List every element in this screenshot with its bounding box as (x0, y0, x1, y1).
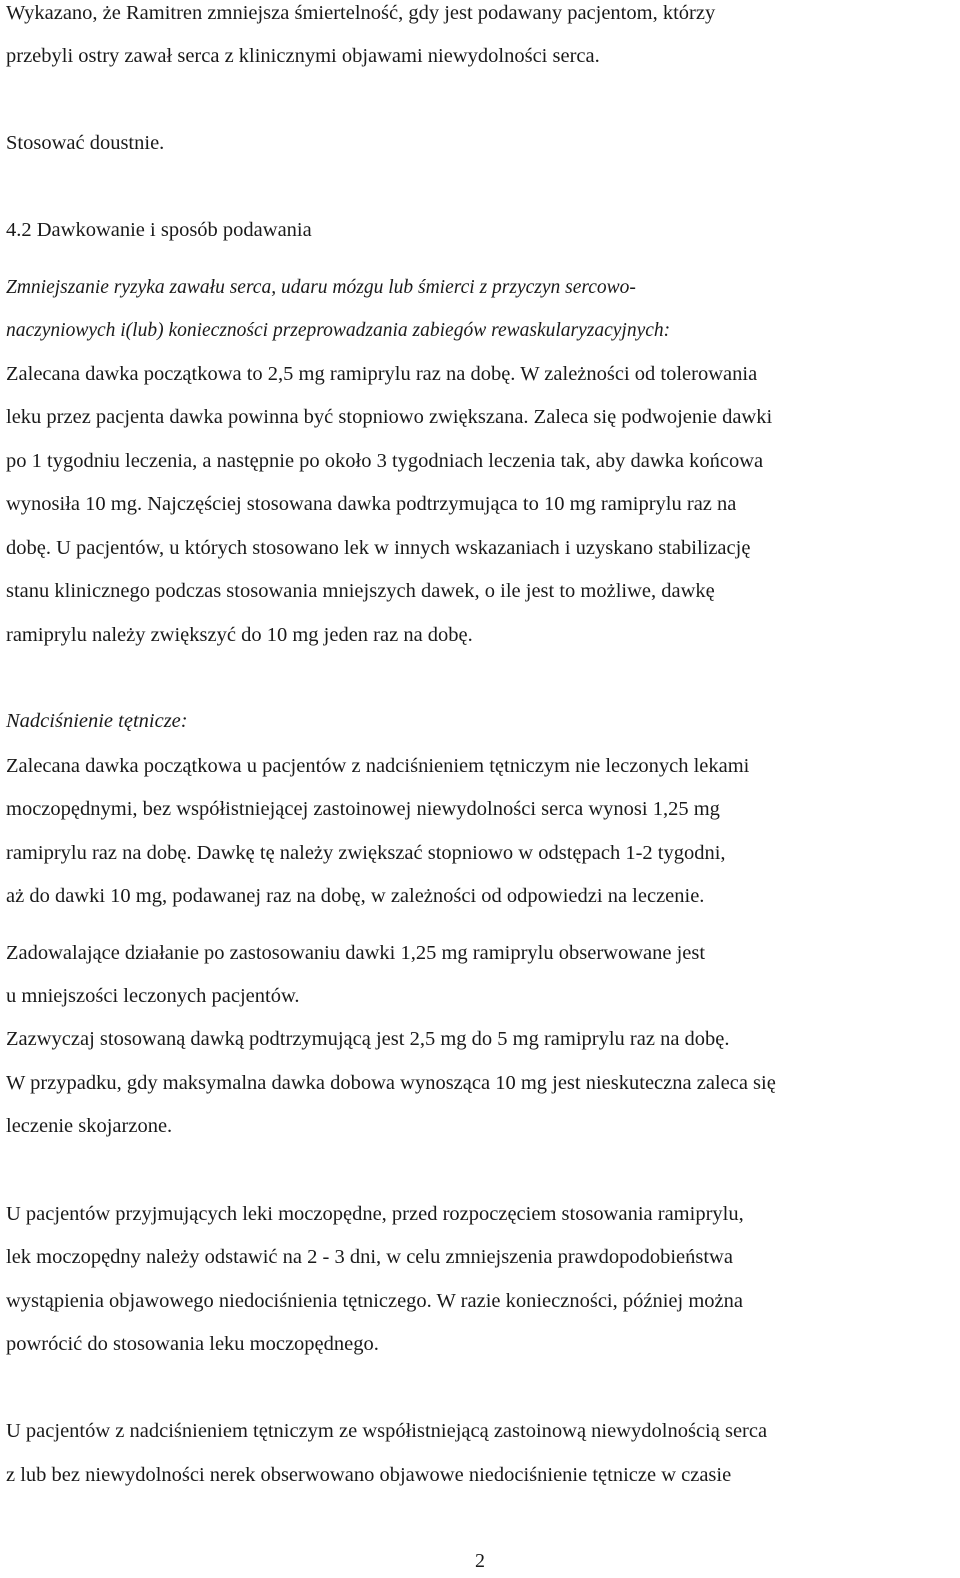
section-heading: 4.2 Dawkowanie i sposób podawania (6, 219, 312, 241)
text-line: stanu klinicznego podczas stosowania mniejszych dawek, o ile jest to możliwe, dawkę (6, 580, 715, 602)
text-line: Wykazano, że Ramitren zmniejsza śmiertelność, gdy jest podawany pacjentom, którzy (6, 2, 716, 24)
text-line: ramiprylu należy zwiększyć do 10 mg jeden raz na dobę. (6, 624, 473, 646)
text-line: leku przez pacjenta dawka powinna być stopniowo zwiększana. Zaleca się podwojenie dawki (6, 406, 773, 428)
text-line: ramiprylu raz na dobę. Dawkę tę należy zwiększać stopniowo w odstępach 1-2 tygodni, (6, 842, 726, 864)
text-line: U pacjentów przyjmujących leki moczopędne, przed rozpoczęciem stosowania ramiprylu, (6, 1203, 744, 1225)
text-line: powrócić do stosowania leku moczopędnego. (6, 1333, 379, 1355)
italic-subheading: naczyniowych i(lub) konieczności przeprowadzania zabiegów rewaskularyzacyjnych: (6, 320, 671, 341)
italic-subheading: Zmniejszanie ryzyka zawału serca, udaru mózgu lub śmierci z przyczyn sercowo- (6, 277, 636, 298)
text-line: wynosiła 10 mg. Najczęściej stosowana dawka podtrzymująca to 10 mg ramiprylu raz na (6, 493, 737, 515)
text-line: Stosować doustnie. (6, 132, 165, 154)
text-line: z lub bez niewydolności nerek obserwowano objawowe niedociśnienie tętnicze w czasie (6, 1464, 732, 1486)
text-line: wystąpienia objawowego niedociśnienia tętniczego. W razie konieczności, później można (6, 1290, 743, 1312)
text-line: Zadowalające działanie po zastosowaniu dawki 1,25 mg ramiprylu obserwowane jest (6, 942, 706, 964)
text-line: leczenie skojarzone. (6, 1115, 173, 1137)
text-line: po 1 tygodniu leczenia, a następnie po około 3 tygodniach leczenia tak, aby dawka końcowa (6, 450, 764, 472)
text-line: przebyli ostry zawał serca z klinicznymi objawami niewydolności serca. (6, 45, 600, 67)
italic-subheading: Nadciśnienie tętnicze: (6, 710, 188, 732)
text-line: Zalecana dawka początkowa to 2,5 mg ramiprylu raz na dobę. W zależności od tolerowania (6, 363, 758, 385)
text-line: U pacjentów z nadciśnieniem tętniczym ze współistniejącą zastoinową niewydolnością serca (6, 1420, 768, 1442)
text-line: lek moczopędny należy odstawić na 2 - 3 dni, w celu zmniejszenia prawdopodobieństwa (6, 1246, 733, 1268)
page-number: 2 (475, 1550, 485, 1572)
text-line: dobę. U pacjentów, u których stosowano lek w innych wskazaniach i uzyskano stabilizację (6, 537, 751, 559)
text-line: moczopędnymi, bez współistniejącej zastoinowej niewydolności serca wynosi 1,25 mg (6, 798, 720, 820)
text-line: aż do dawki 10 mg, podawanej raz na dobę, w zależności od odpowiedzi na leczenie. (6, 885, 705, 907)
text-line: u mniejszości leczonych pacjentów. (6, 985, 300, 1007)
text-line: Zazwyczaj stosowaną dawką podtrzymującą jest 2,5 mg do 5 mg ramiprylu raz na dobę. (6, 1028, 730, 1050)
text-line: Zalecana dawka początkowa u pacjentów z nadciśnieniem tętniczym nie leczonych lekami (6, 755, 750, 777)
text-line: W przypadku, gdy maksymalna dawka dobowa wynosząca 10 mg jest nieskuteczna zaleca się (6, 1072, 776, 1094)
